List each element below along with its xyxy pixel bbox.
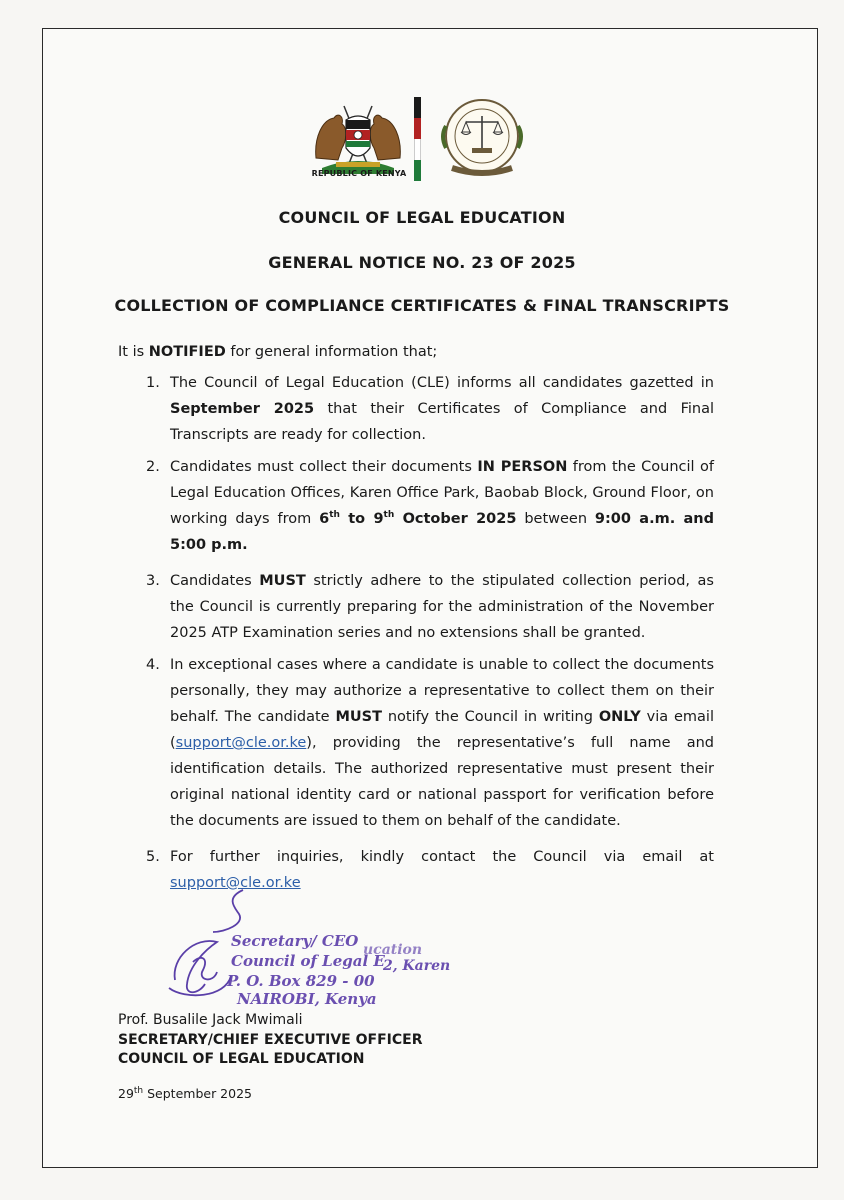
- stamp-line-3-tail: 2, Karen: [383, 958, 451, 974]
- notice-number: GENERAL NOTICE NO. 23 OF 2025: [268, 253, 576, 272]
- official-stamp: [165, 888, 475, 1010]
- list-item: 5. For further inquiries, kindly contact the Council via email at support@cle.or.ke: [146, 849, 714, 891]
- coat-of-arms-icon: [308, 98, 408, 180]
- list-item: 1. The Council of Legal Education (CLE) informs all candidates gazetted in September 2025 that their Certificates of Compliance and Final Transcripts are ready for collection.: [146, 375, 714, 443]
- stamp-line-3: P. O. Box 829 - 00: [227, 972, 375, 990]
- signatory-title: SECRETARY/CHIEF EXECUTIVE OFFICER: [118, 1032, 423, 1048]
- stamp-line-4: NAIROBI, Kenya: [237, 990, 377, 1008]
- organization-title: COUNCIL OF LEGAL EDUCATION: [278, 208, 566, 227]
- scales-of-justice-seal-icon: [432, 92, 532, 184]
- support-email-link[interactable]: support@cle.or.ke: [175, 735, 307, 751]
- support-email-link[interactable]: support@cle.or.ke: [170, 875, 301, 891]
- signatory-organization: COUNCIL OF LEGAL EDUCATION: [118, 1051, 365, 1067]
- list-item: 2. Candidates must collect their documents IN PERSON from the Council of Legal Education Offices, Karen Office Park, Baobab Block, Ground Floor, on working days from 6th to 9th October 2025 between 9:00 a.m. and 5:00 p.m.: [146, 459, 714, 553]
- stamp-line-2-tail: ucation: [363, 942, 423, 958]
- flag-color-divider: [414, 97, 421, 181]
- stamp-line-2: Council of Legal E: [231, 952, 385, 970]
- intro-line: It is NOTIFIED for general information that;: [118, 344, 438, 360]
- list-item: 3. Candidates MUST strictly adhere to the stipulated collection period, as the Council is currently preparing for the administration of the November 2025 ATP Examination series and no extensions shall be granted.: [146, 573, 714, 641]
- signatory-name: Prof. Busalile Jack Mwimali: [118, 1012, 303, 1028]
- notice-subject: COLLECTION OF COMPLIANCE CERTIFICATES & FINAL TRANSCRIPTS: [114, 296, 730, 315]
- list-item: 4. In exceptional cases where a candidate is unable to collect the documents personally, they may authorize a representative to collect them on their behalf. The candidate MUST notify the Council in writing ONLY via email (support@cle.or.ke), providing the representative’s full name and identification details. The authorized representative must present their original national identity card or national passport for verification before the documents are issued to them on behalf of the candidate.: [146, 657, 714, 829]
- notice-date: 29th September 2025: [118, 1085, 252, 1101]
- republic-of-kenya-label: REPUBLIC OF KENYA: [311, 169, 407, 178]
- stamp-line-1: Secretary/ CEO: [231, 932, 359, 950]
